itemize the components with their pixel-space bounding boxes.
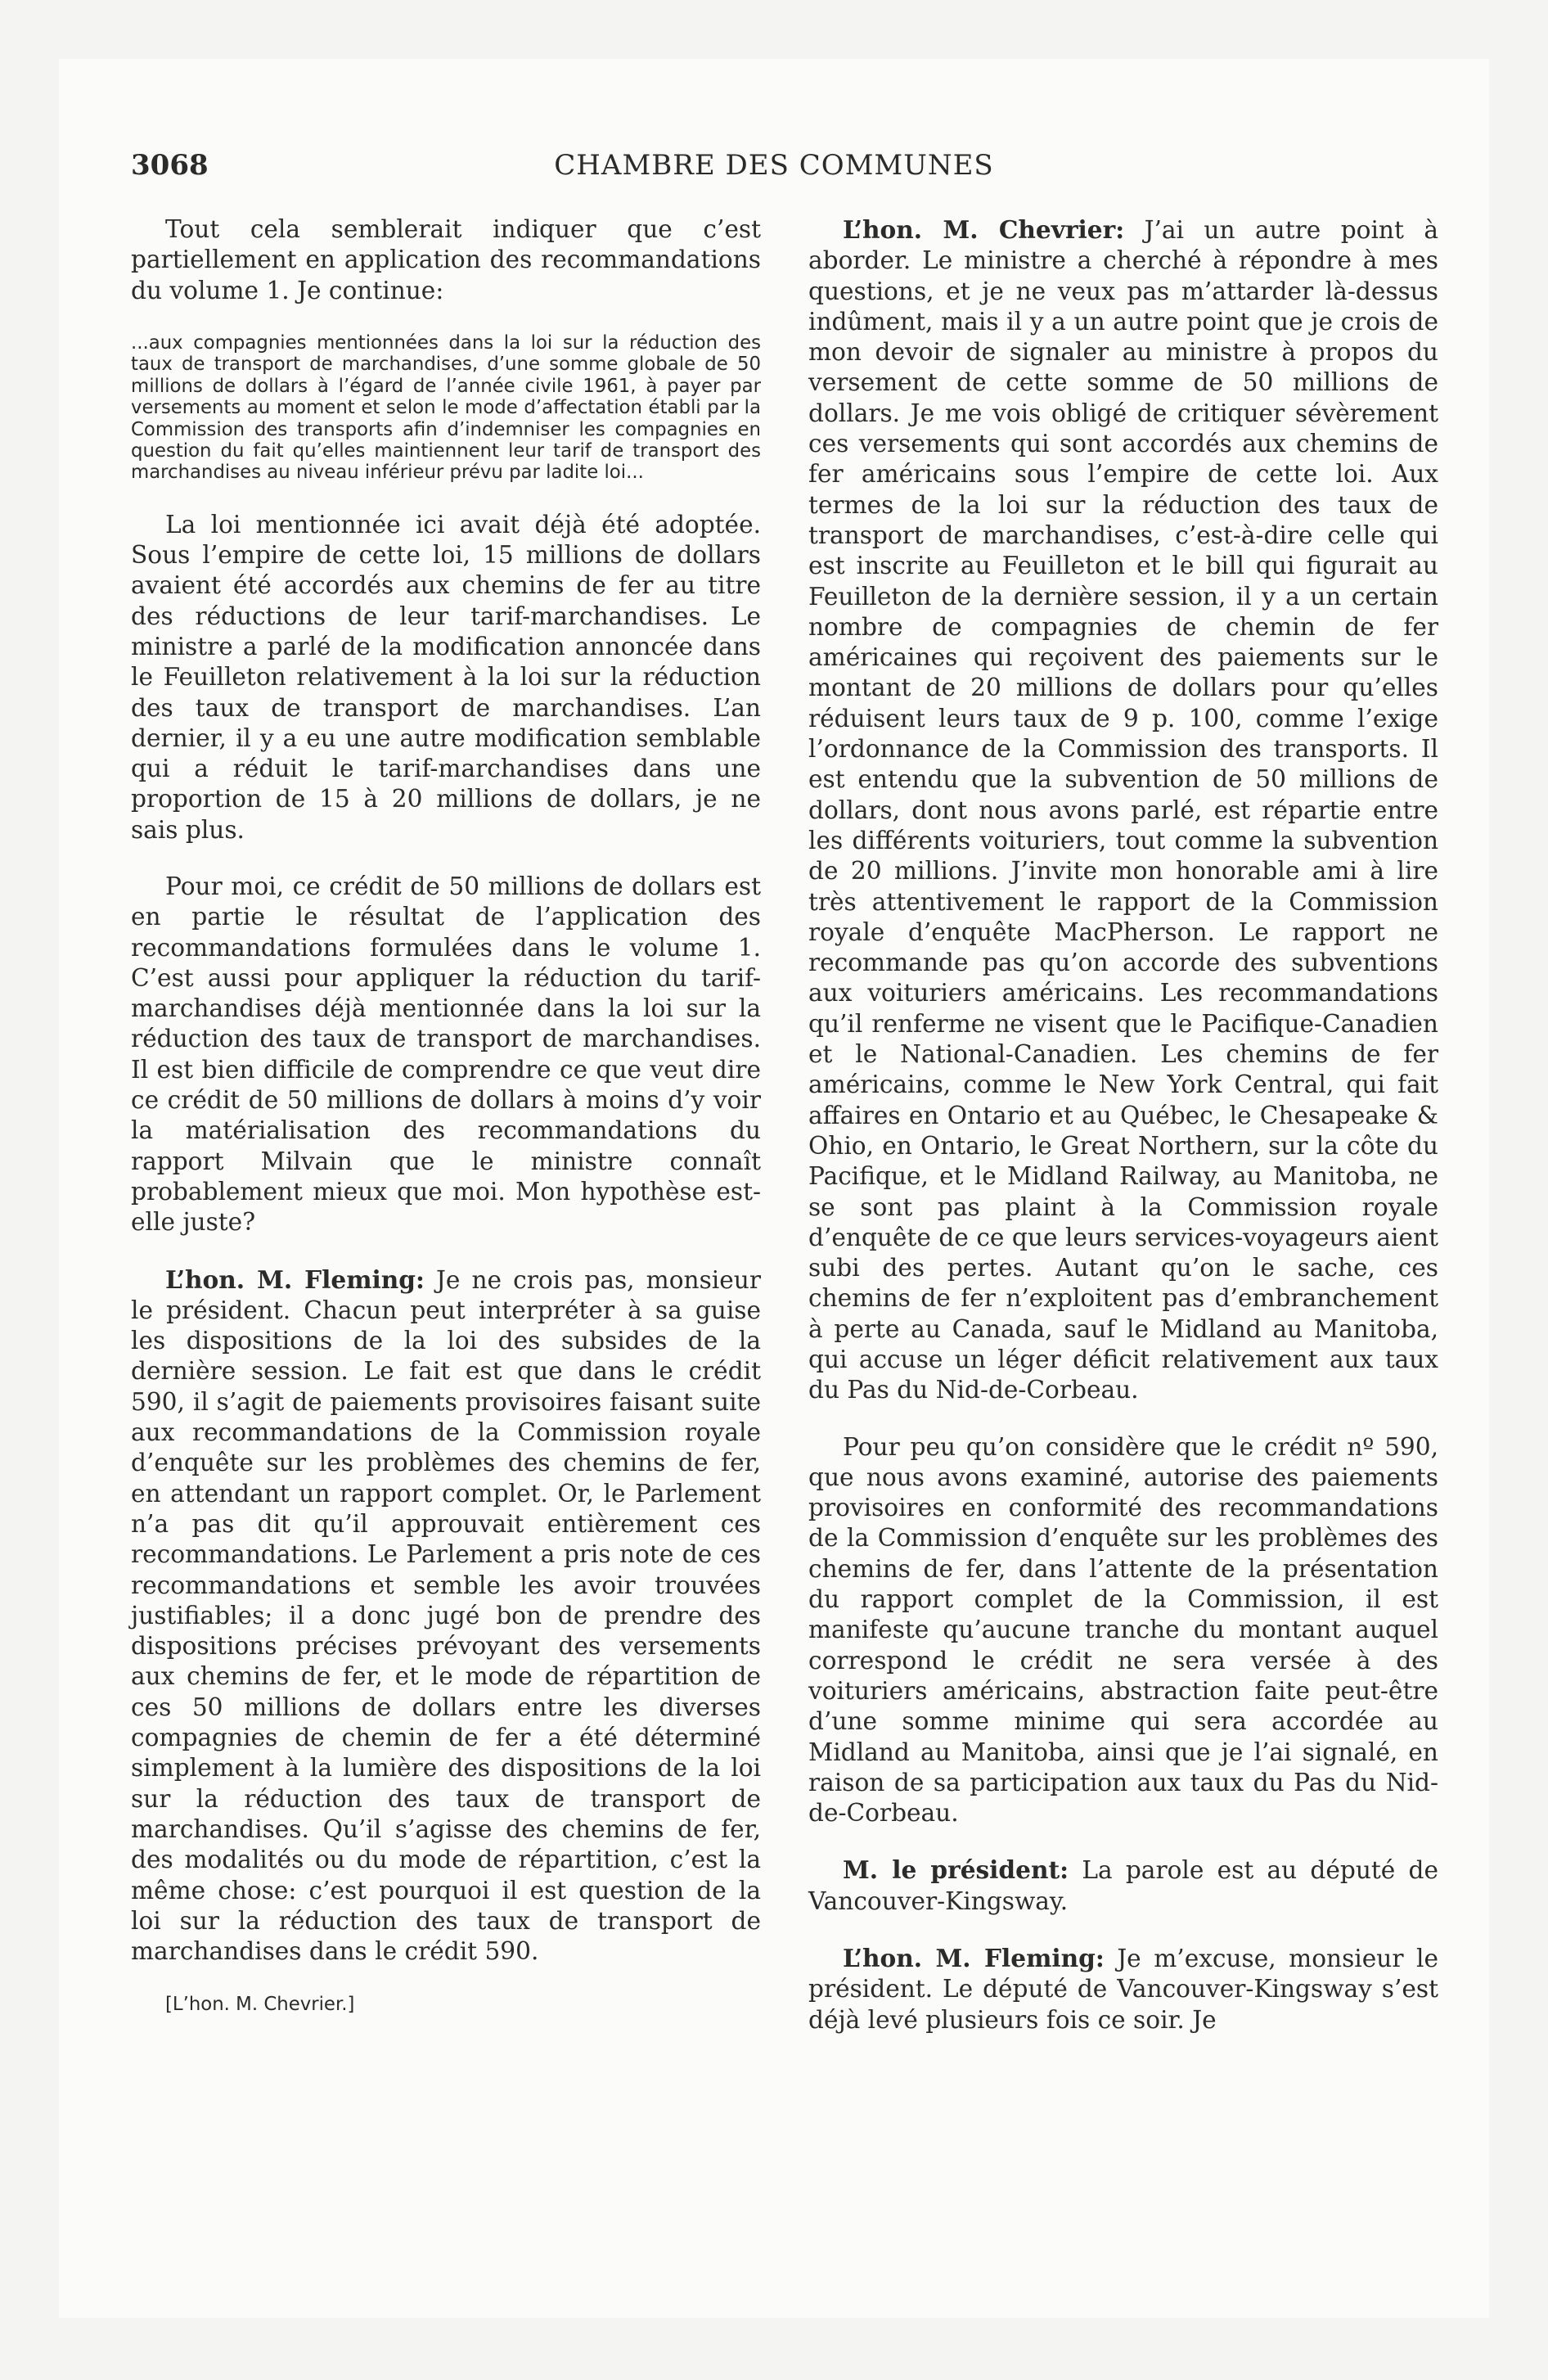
speech-text: Je m’excuse, monsieur le président. Le député de Vancouver-Kingsway s’est déjà levé plusieurs fois ce soir. Je — [808, 1945, 1438, 2034]
speaker-signature: [L’hon. M. Chevrier.] — [165, 1994, 355, 2016]
speech-paragraph — [808, 1855, 1438, 1917]
paragraph: Tout cela semblerait indiquer que c’est partiellement en application des recommandations du volume 1. Je continue: — [131, 215, 761, 304]
speaker-name: L’hon. M. Chevrier: — [843, 215, 1125, 244]
page-header — [131, 149, 1417, 198]
paragraph: Pour moi, ce crédit de 50 millions de dollars est en partie le résultat de l’application des recommandations formulées dans le volume 1. C’est aussi pour appliquer la réduction du tarif-marchandises déjà mentionnée dans la loi sur la réduction des taux de transport de marchandises. Il est bien difficile de comprendre ce que veut dire ce crédit de 50 millions de dollars à moins d’y voir la matérialisation des recommandations du rapport Milvain que le ministre connaît probablement mieux que moi. Mon hypothèse est-elle juste? — [131, 872, 761, 1237]
paragraph: Pour peu qu’on considère que le crédit nº 590, que nous avons examiné, autorise des paiements provisoires en conformité des recommandations de la Commission d’enquête sur les problèmes des chemins de fer, dans l’attente de la présentation du rapport complet de la Commission, il est manifeste qu’aucune tranche du montant auquel correspond le crédit ne sera versée à des voituriers américains, abstraction faite peut-être d’une somme minime qui sera accordée au Midland au Manitoba, ainsi que je l’ai signalé, en raison de sa participation aux taux du Pas du Nid-de-Corbeau. — [808, 1432, 1438, 1828]
speech-text: J’ai un autre point à aborder. Le ministre a cherché à répondre à mes questions, et je ne veux pas m’attarder là-dessus indûment, mais il y a un autre point que je crois de mon devoir de signaler au ministre à propos du versement de cette somme de 50 millions de dollars. Je me vois obligé de critiquer sévèrement ces versements qui sont accordés aux chemins de fer américains sous l’empire de cette loi. Aux termes de la loi sur la réduction des taux de transport de marchandises, c’est-à-dire celle qui est inscrite au Feuilleton et le bill qui figurait au Feuilleton de la dernière session, il y a un certain nombre de compagnies de chemin de fer américaines qui reçoivent des paiements sur le montant de 20 millions de dollars pour qu’elles réduisent leurs taux de 9 p. 100, comme l’exige l’ordonnance de la Commission des transports. Il est entendu que la subvention de 50 millions de dollars, dont nous avons parlé, est répartie entre les différents voituriers, tout comme la subvention de 20 millions. J’invite mon honorable ami à lire très attentivement le rapport de la Commission royale d’enquête MacPherson. Le rapport ne recommande pas qu’on accorde des subventions aux voituriers américains. Les recommandations qu’il renferme ne visent que le Pacifique-Canadien et le National-Canadien. Les chemins de fer américains, comme le New York Central, qui fait affaires en Ontario et au Québec, le Chesapeake & Ohio, en Ontario, le Great Northern, sur la côte du Pacifique, et le Midland Railway, au Manitoba, ne se sont pas plaint à la Commission royale d’enquête de ce que leurs services-voyageurs aient subi des pertes. Autant qu’on le sache, ces chemins de fer n’exploitent pas d’embranchement à perte au Canada, sauf le Midland au Manitoba, qui accuse un léger déficit relativement aux taux du Pas du Nid-de-Corbeau. — [808, 216, 1438, 1404]
paragraph: La loi mentionnée ici avait déjà été adoptée. Sous l’empire de cette loi, 15 millions de dollars avaient été accordés aux chemins de fer au titre des réductions de leur tarif-marchandises. Le ministre a parlé de la modification annoncée dans le Feuilleton relativement à la loi sur la réduction des taux de transport de marchandises. L’an dernier, il y a eu une autre modification semblable qui a réduit le tarif-marchandises dans une proportion de 15 à 20 millions de dollars, je ne sais plus. — [131, 510, 761, 844]
speech-text: Je ne crois pas, monsieur le président. Chacun peut interpréter à sa guise les dispositions de la loi des subsides de la dernière session. Le fait est que dans le crédit 590, il s’agit de paiements provisoires faisant suite aux recommandations de la Commission royale d’enquête sur les problèmes des chemins de fer, en attendant un rapport complet. Or, le Parlement n’a pas dit qu’il approuvait entièrement ces recommandations. Le Parlement a pris note de ces recommandations et semble les avoir trouvées justifiables; il a donc jugé bon de prendre des dispositions précises prévoyant des versements aux chemins de fer, et le mode de répartition de ces 50 millions de dollars entre les diverses compagnies de chemin de fer a été déterminé simplement à la lumière des dispositions de la loi sur la réduction des taux de transport de marchandises. Qu’il s’agisse des chemins de fer, des modalités ou du mode de répartition, c’est la même chose: c’est pourquoi il est question de la loi sur la réduction des taux de transport de marchandises dans le crédit 590. — [131, 1265, 761, 1966]
right-column — [808, 214, 1438, 2062]
speaker-name: L’hon. M. Fleming: — [165, 1264, 425, 1294]
speaker-name: L’hon. M. Fleming: — [843, 1944, 1105, 1973]
running-title: CHAMBRE DES COMMUNES — [554, 149, 994, 182]
speaker-name: M. le président: — [843, 1855, 1069, 1885]
document-page — [59, 59, 1489, 2318]
speech-paragraph — [808, 214, 1438, 1406]
page-number: 3068 — [131, 149, 209, 182]
quoted-text: ...aux compagnies mentionnées dans la loi sur la réduction des taux de transport de marchandises, d’une somme globale de 50 millions de dollars à l’égard de l’année civile 1961, à payer par versements au moment et selon le mode d’affectation établi par la Commission des transports afin d’indemniser les compagnies en question du fait qu’elles maintiennent leur tarif de transport des marchandises au niveau inférieur prévu par ladite loi... — [131, 331, 761, 484]
speech-paragraph — [131, 1264, 761, 1968]
left-column — [131, 214, 761, 2042]
speech-text: La parole est au député de Vancouver-Kingsway. — [808, 1856, 1438, 1915]
speech-paragraph — [808, 1943, 1438, 2035]
